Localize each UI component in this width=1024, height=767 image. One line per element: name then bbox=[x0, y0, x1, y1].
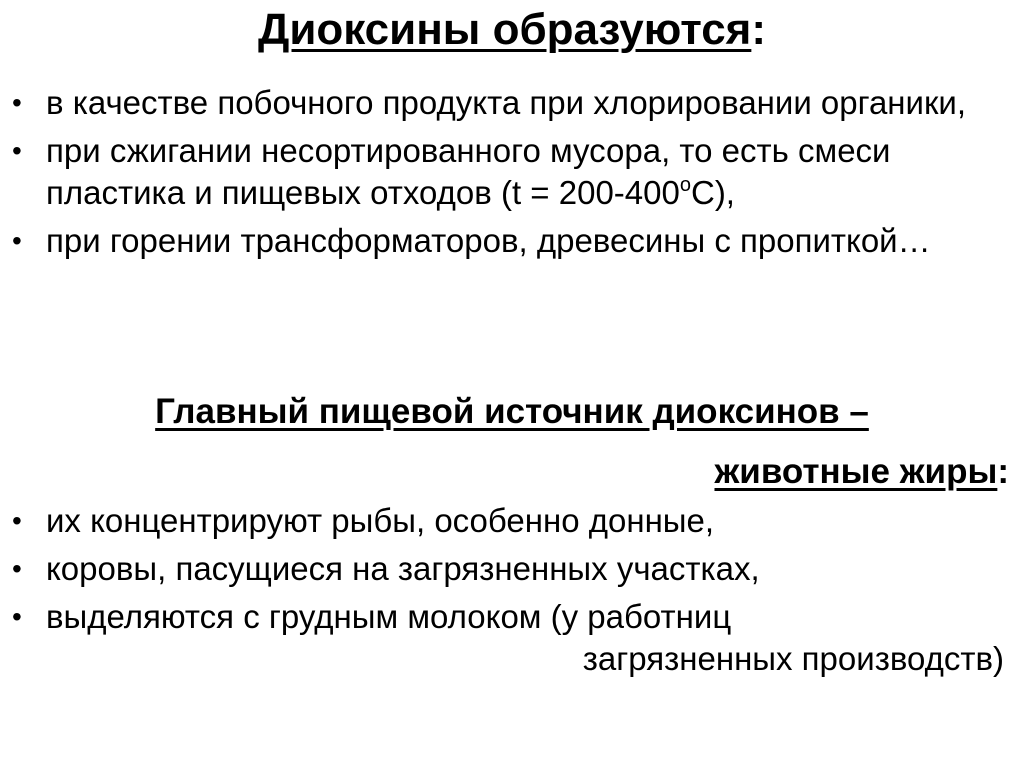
section-heading-colon: : bbox=[997, 452, 1009, 491]
section-heading-line2 bbox=[0, 450, 1024, 494]
list-item bbox=[0, 500, 1024, 542]
list-item-text: выделяются с грудным молоком (у работниц bbox=[46, 598, 732, 635]
section-heading-line1 bbox=[0, 390, 1024, 434]
list-item bbox=[0, 82, 1024, 124]
degree-superscript: о bbox=[679, 174, 691, 196]
list-item bbox=[0, 548, 1024, 590]
list-item bbox=[0, 130, 1024, 214]
list-item-text: коровы, пасущиеся на загрязненных участках, bbox=[46, 550, 760, 587]
list-item-text-end: С), bbox=[690, 174, 735, 211]
bullet-icon: • bbox=[12, 553, 22, 584]
list-item-continuation: загрязненных производств) bbox=[582, 640, 1004, 677]
bullet-icon: • bbox=[12, 225, 22, 256]
list-item bbox=[0, 596, 1024, 680]
list-item-text: при сжигании несортированного мусора, то есть смеси пластика и пищевых отходов (t = 200-400 bbox=[46, 132, 891, 211]
list-item bbox=[0, 220, 1024, 262]
list-item-text: в качестве побочного продукта при хлорировании органики, bbox=[46, 84, 967, 121]
slide-title-colon: : bbox=[751, 5, 767, 54]
bullet-icon: • bbox=[12, 601, 22, 632]
food-source-list bbox=[0, 500, 1024, 686]
slide-title-text: Диоксины образуются bbox=[257, 5, 752, 54]
section-heading-text-2: животные жиры bbox=[714, 452, 998, 491]
list-item-text: при горении трансформаторов, древесины с пропиткой… bbox=[46, 222, 931, 259]
list-item-text: их концентрируют рыбы, особенно донные, bbox=[46, 502, 715, 539]
slide-title bbox=[0, 4, 1024, 56]
bullet-icon: • bbox=[12, 135, 22, 166]
section-heading-text: Главный пищевой источник диоксинов – bbox=[155, 392, 869, 431]
bullet-icon: • bbox=[12, 505, 22, 536]
bullet-icon: • bbox=[12, 87, 22, 118]
formation-list bbox=[0, 82, 1024, 268]
